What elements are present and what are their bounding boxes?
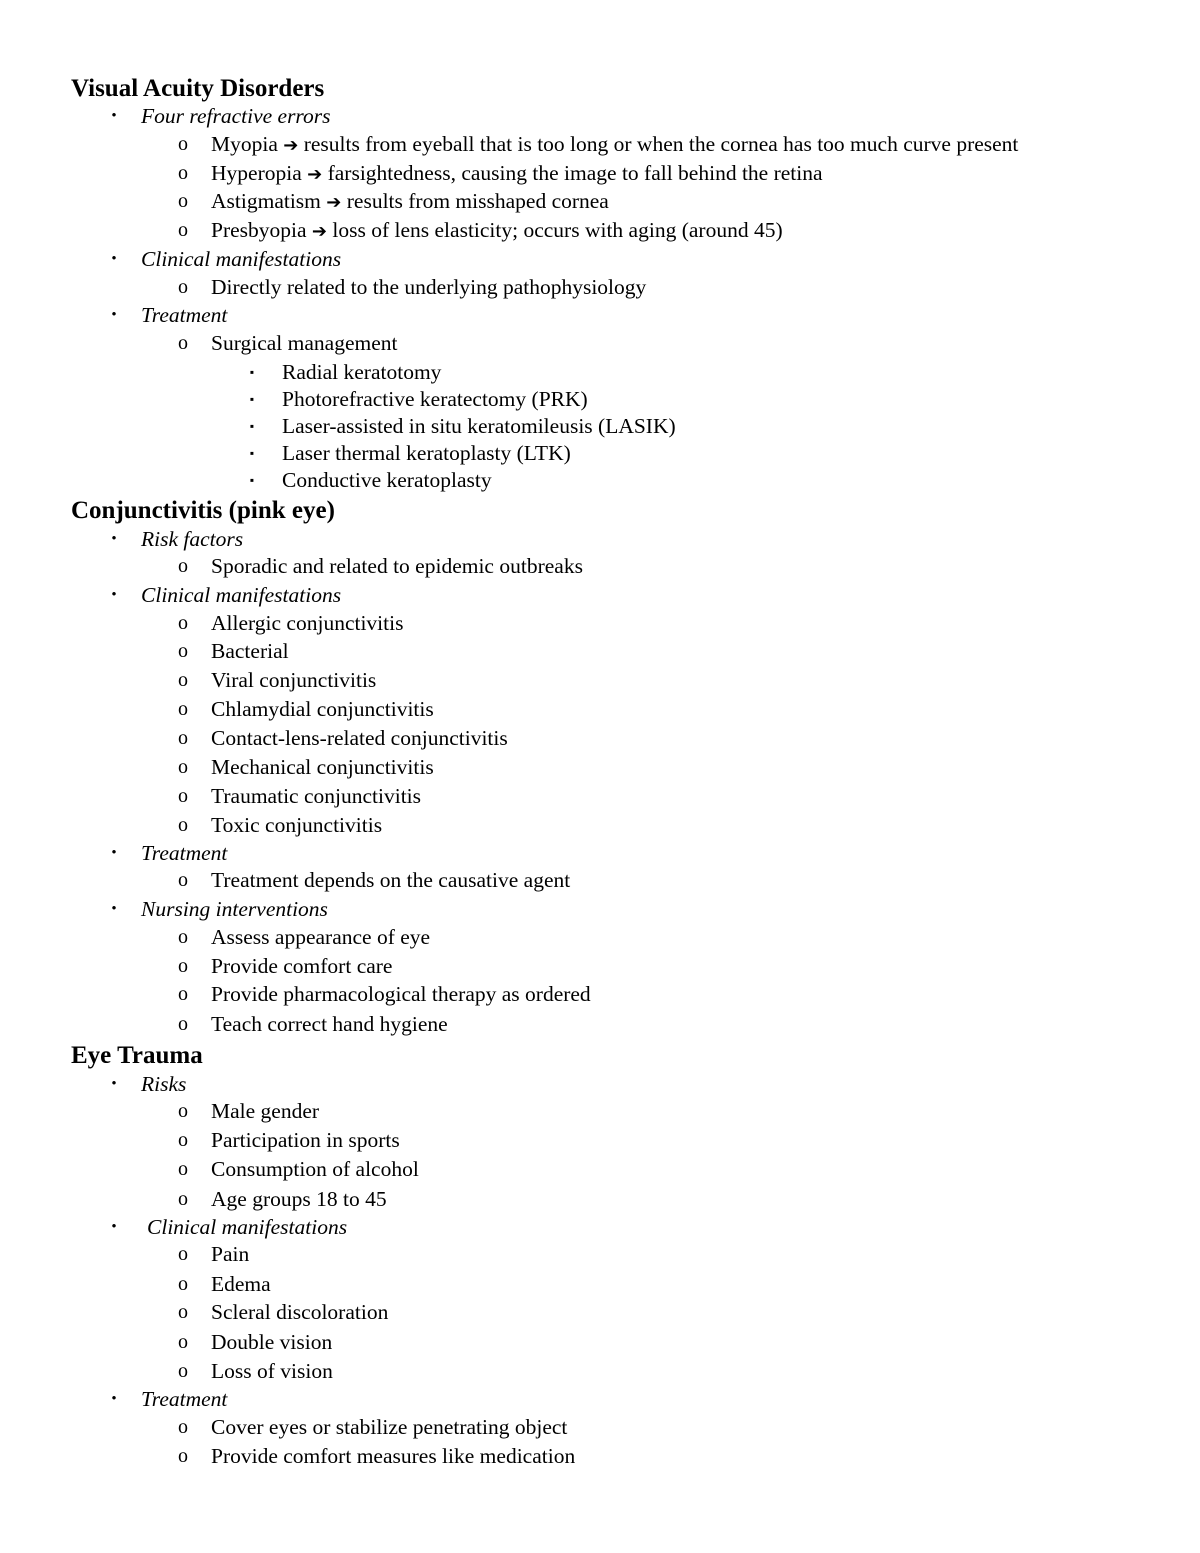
- item-text: Consumption of alcohol: [211, 1157, 419, 1181]
- circle-bullet-icon: o: [178, 133, 188, 155]
- circle-bullet-icon: o: [178, 1416, 188, 1438]
- bullet-icon: •: [111, 1219, 117, 1235]
- item-text: Teach correct hand hygiene: [211, 1012, 448, 1036]
- item-text: Provide comfort care: [211, 954, 393, 978]
- section-heading-visual-acuity: Visual Acuity Disorders: [71, 75, 325, 102]
- item-text: Provide comfort measures like medication: [211, 1444, 576, 1468]
- square-bullet-icon: ▪: [249, 473, 255, 487]
- circle-bullet-icon: o: [178, 727, 188, 749]
- circle-bullet-icon: o: [178, 162, 188, 184]
- square-bullet-icon: ▪: [249, 365, 255, 379]
- square-bullet-icon: ▪: [249, 419, 255, 433]
- bullet-icon: •: [111, 1391, 117, 1407]
- circle-bullet-icon: o: [178, 814, 188, 836]
- circle-bullet-icon: o: [178, 698, 188, 720]
- arrow-icon: ➔: [311, 221, 328, 242]
- item-text: Traumatic conjunctivitis: [211, 784, 422, 808]
- description: results from eyeball that is too long or when the cornea has too much curve present: [303, 132, 1019, 156]
- item-text: Double vision: [211, 1330, 333, 1354]
- circle-bullet-icon: o: [178, 276, 188, 298]
- circle-bullet-icon: o: [178, 332, 188, 354]
- section-heading-eye-trauma: Eye Trauma: [71, 1042, 203, 1069]
- circle-bullet-icon: o: [178, 1301, 188, 1323]
- circle-bullet-icon: o: [178, 1129, 188, 1151]
- circle-bullet-icon: o: [178, 1243, 188, 1265]
- description: results from misshaped cornea: [346, 189, 609, 213]
- section-heading-conjunctivitis: Conjunctivitis (pink eye): [71, 497, 335, 524]
- circle-bullet-icon: o: [178, 955, 188, 977]
- description: farsightedness, causing the image to fall behind the retina: [327, 161, 823, 185]
- item-label: Clinical manifestations: [141, 247, 342, 271]
- circle-bullet-icon: o: [178, 669, 188, 691]
- item-text: Sporadic and related to epidemic outbreaks: [211, 554, 583, 578]
- item-text: Chlamydial conjunctivitis: [211, 697, 434, 721]
- circle-bullet-icon: o: [178, 785, 188, 807]
- item-text: Photorefractive keratectomy (PRK): [282, 387, 588, 411]
- circle-bullet-icon: o: [178, 756, 188, 778]
- circle-bullet-icon: o: [178, 190, 188, 212]
- square-bullet-icon: ▪: [249, 446, 255, 460]
- item-label: Clinical manifestations: [147, 1215, 348, 1239]
- arrow-icon: ➔: [307, 164, 323, 185]
- item-text: Mechanical conjunctivitis: [211, 755, 434, 779]
- item-label: Clinical manifestations: [141, 583, 342, 607]
- item-text: Pain: [211, 1242, 250, 1266]
- item-text: Bacterial: [211, 639, 289, 663]
- item-text: Contact-lens-related conjunctivitis: [211, 726, 508, 750]
- item-text: Cover eyes or stabilize penetrating object: [211, 1415, 568, 1439]
- item-label: Four refractive errors: [141, 104, 331, 128]
- arrow-icon: ➔: [283, 135, 299, 156]
- item-text: Toxic conjunctivitis: [211, 813, 383, 837]
- circle-bullet-icon: o: [178, 1188, 188, 1210]
- circle-bullet-icon: o: [178, 869, 188, 891]
- item-label: Risks: [141, 1072, 187, 1096]
- item-text: Assess appearance of eye: [211, 925, 431, 949]
- circle-bullet-icon: o: [178, 1013, 188, 1035]
- bullet-icon: •: [111, 1076, 117, 1092]
- item-text: Edema: [211, 1272, 271, 1296]
- circle-bullet-icon: o: [178, 1158, 188, 1180]
- item-text: Conductive keratoplasty: [282, 468, 492, 492]
- bullet-icon: •: [111, 845, 117, 861]
- bullet-icon: •: [111, 531, 117, 547]
- circle-bullet-icon: o: [178, 926, 188, 948]
- circle-bullet-icon: o: [178, 555, 188, 577]
- bullet-icon: •: [111, 251, 117, 267]
- circle-bullet-icon: o: [178, 1100, 188, 1122]
- term: Hyperopia: [211, 161, 302, 185]
- bullet-icon: •: [111, 587, 117, 603]
- item-text: Laser thermal keratoplasty (LTK): [282, 441, 571, 465]
- circle-bullet-icon: o: [178, 1360, 188, 1382]
- circle-bullet-icon: o: [178, 219, 188, 241]
- item-text: Treatment depends on the causative agent: [211, 868, 571, 892]
- item-text: [211, 159, 823, 189]
- item-text: Loss of vision: [211, 1359, 333, 1383]
- description: loss of lens elasticity; occurs with aging (around 45): [332, 218, 783, 242]
- item-text: Allergic conjunctivitis: [211, 611, 404, 635]
- term: Presbyopia: [211, 218, 307, 242]
- circle-bullet-icon: o: [178, 612, 188, 634]
- item-text: Laser-assisted in situ keratomileusis (LASIK): [282, 414, 676, 438]
- square-bullet-icon: ▪: [249, 392, 255, 406]
- term: Myopia: [211, 132, 278, 156]
- bullet-icon: •: [111, 901, 117, 917]
- item-text: [211, 216, 783, 246]
- item-text: Male gender: [211, 1099, 320, 1123]
- item-text: Scleral discoloration: [211, 1300, 389, 1324]
- item-label: Treatment: [141, 841, 228, 865]
- circle-bullet-icon: o: [178, 1331, 188, 1353]
- item-text: [211, 187, 609, 217]
- circle-bullet-icon: o: [178, 1445, 188, 1467]
- bullet-icon: •: [111, 108, 117, 124]
- term: Astigmatism: [211, 189, 321, 213]
- item-text: [211, 130, 1018, 160]
- circle-bullet-icon: o: [178, 983, 188, 1005]
- bullet-icon: •: [111, 307, 117, 323]
- item-text: Radial keratotomy: [282, 360, 442, 384]
- item-label: Nursing interventions: [141, 897, 328, 921]
- item-label: Risk factors: [141, 527, 244, 551]
- item-label: Treatment: [141, 1387, 228, 1411]
- item-text: Directly related to the underlying pathophysiology: [211, 275, 647, 299]
- circle-bullet-icon: o: [178, 1273, 188, 1295]
- item-text: Surgical management: [211, 331, 398, 355]
- item-text: Viral conjunctivitis: [211, 668, 377, 692]
- arrow-icon: ➔: [326, 192, 342, 213]
- item-text: Age groups 18 to 45: [211, 1187, 387, 1211]
- circle-bullet-icon: o: [178, 640, 188, 662]
- item-text: Provide pharmacological therapy as ordered: [211, 982, 591, 1006]
- item-label: Treatment: [141, 303, 228, 327]
- item-text: Participation in sports: [211, 1128, 400, 1152]
